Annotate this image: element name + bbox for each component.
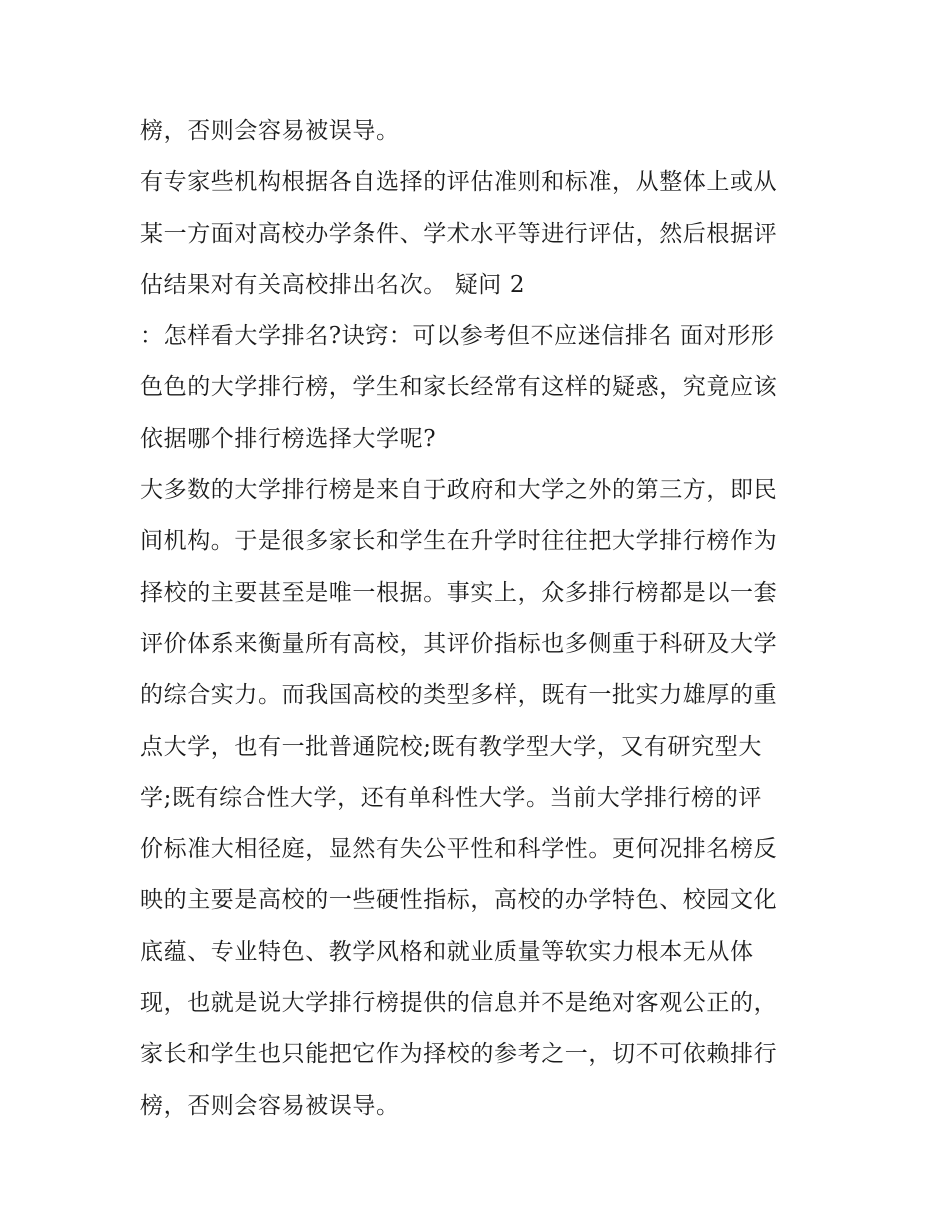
text-line: 估结果对有关高校排出名次。 疑问 2: [140, 271, 526, 298]
text-line: 有专家些机构根据各自选择的评估准则和标准，从整体上或从: [140, 169, 778, 196]
text-line: 价标准大相径庭，显然有失公平性和科学性。更何况排名榜反: [140, 836, 778, 863]
text-line: 色色的大学排行榜，学生和家长经常有这样的疑惑，究竟应该: [140, 374, 778, 401]
text-line: 某一方面对高校办学条件、学术水平等进行评估，然后根据评: [140, 220, 778, 247]
text-line: 点大学，也有一批普通院校;既有教学型大学，又有研究型大: [140, 733, 762, 760]
body-text: [140, 106, 830, 1132]
text-line: 依据哪个排行榜选择大学呢?: [140, 425, 437, 452]
text-line: 大多数的大学排行榜是来自于政府和大学之外的第三方，即民: [140, 477, 778, 504]
text-line: 现，也就是说大学排行榜提供的信息并不是绝对客观公正的，: [140, 990, 778, 1017]
text-line: 学;既有综合性大学，还有单科性大学。当前大学排行榜的评: [140, 784, 762, 811]
text-line: 择校的主要甚至是唯一根据。事实上，众多排行榜都是以一套: [140, 579, 778, 606]
text-line: 的综合实力。而我国高校的类型多样，既有一批实力雄厚的重: [140, 682, 778, 709]
text-line: 间机构。于是很多家长和学生在升学时往往把大学排行榜作为: [140, 528, 778, 555]
text-line: 底蕴、专业特色、教学风格和就业质量等软实力根本无从体: [140, 938, 754, 965]
text-line: 榜，否则会容易被误导。: [140, 1092, 400, 1119]
text-line: ：怎样看大学排名?诀窍：可以参考但不应迷信排名 面对形形: [140, 323, 775, 350]
text-line: 映的主要是高校的一些硬性指标，高校的办学特色、校园文化: [140, 887, 778, 914]
text-line: 家长和学生也只能把它作为择校的参考之一，切不可依赖排行: [140, 1041, 778, 1068]
text-line: 评价体系来衡量所有高校，其评价指标也多侧重于科研及大学: [140, 630, 778, 657]
text-line: 榜，否则会容易被误导。: [140, 118, 400, 144]
